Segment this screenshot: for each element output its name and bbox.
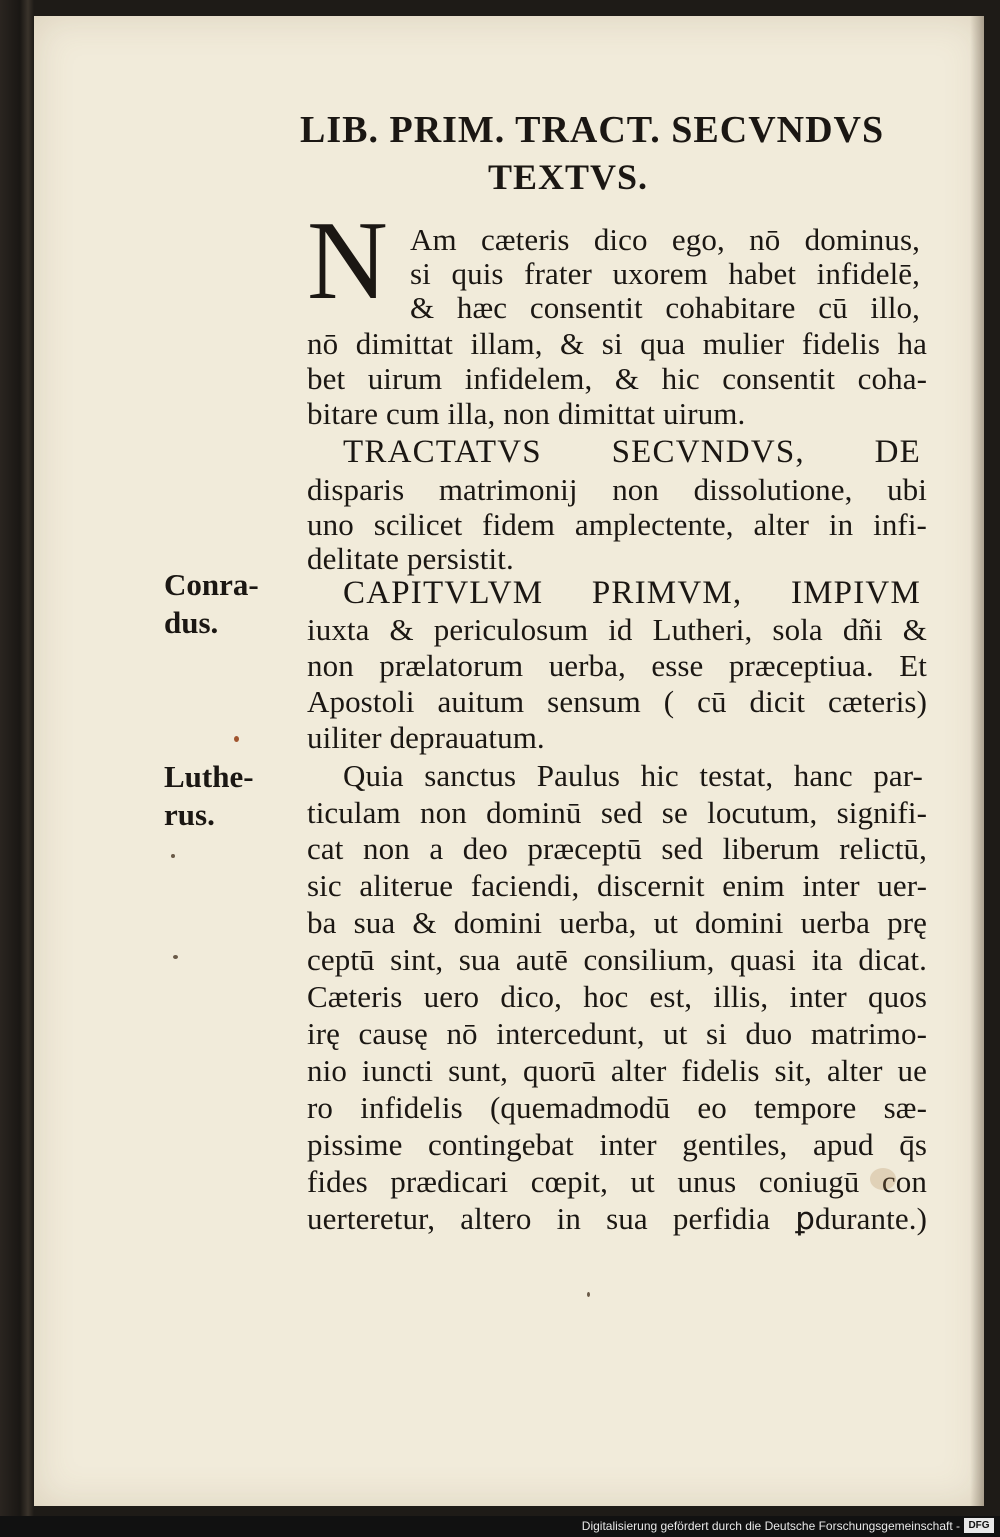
margin-note-lutherus: rus. (164, 797, 215, 832)
body-line: uerteretur, altero in sua perfidia ꝑdurante.) (307, 1201, 927, 1236)
stain (870, 1168, 896, 1190)
textus-line: bitare cum illa, non dimittat uirum. (307, 396, 746, 431)
capitulum-line: uiliter deprauatum. (307, 720, 545, 755)
body-line: irę causę nō intercedunt, ut si duo matrimo- (307, 1016, 927, 1051)
body-line: cat non a deo præceptū sed liberum relictū, (307, 831, 927, 866)
ink-speck (171, 854, 175, 858)
body-line: fides prædicari cœpit, ut unus coniugū con (307, 1164, 927, 1199)
body-line: pissime contingebat inter gentiles, apud q̄s (307, 1127, 927, 1162)
tractatus-heading: TRACTATVS SECVNDVS, DE (343, 434, 921, 470)
footer-credit: Digitalisierung gefördert durch die Deutsche Forschungsgemeinschaft - (581, 1519, 960, 1533)
textus-line: nō dimittat illam, & si qua mulier fidelis ha (307, 326, 927, 361)
body-line: sic aliterue faciendi, discernit enim inter uer- (307, 868, 927, 903)
capitulum-heading: CAPITVLVM PRIMVM, IMPIVM (343, 575, 921, 611)
textus-line: si quis frater uxorem habet infidelē, (410, 256, 920, 291)
drop-initial-letter: N (307, 210, 387, 310)
textus-line: & hæc consentit cohabitare cū illo, (410, 290, 920, 325)
textus-line: Am cæteris dico ego, nō dominus, (410, 222, 920, 257)
running-head: LIB. PRIM. TRACT. SECVNDVS (300, 109, 885, 151)
margin-note-conradus: dus. (164, 605, 219, 640)
dfg-logo: DFG (964, 1518, 994, 1533)
margin-note-lutherus: Luthe- (164, 759, 254, 794)
margin-note-conradus: Conra- (164, 567, 259, 602)
section-title: TEXTVS. (488, 157, 649, 197)
body-line: Cæteris uero dico, hoc est, illis, inter quos (307, 979, 927, 1014)
drop-initial (305, 210, 387, 310)
capitulum-line: non prælatorum uerba, esse præceptiua. Et (307, 648, 927, 683)
tractatus-line: delitate persistit. (307, 541, 514, 576)
ink-speck (234, 736, 239, 742)
body-line: ticulam non dominū sed se locutum, signifi- (307, 795, 927, 830)
body-line: ro infidelis (quemadmodū eo tempore sæ- (307, 1090, 927, 1125)
capitulum-line: iuxta & periculosum id Lutheri, sola dñi & (307, 612, 927, 647)
body-line: ceptū sint, sua autē consilium, quasi ita dicat. (307, 942, 927, 977)
ink-speck (587, 1292, 590, 1297)
capitulum-line: Apostoli auitum sensum ( cū dicit cæteris) (307, 684, 927, 719)
tractatus-line: disparis matrimonij non dissolutione, ubi (307, 472, 927, 507)
ink-speck (173, 955, 178, 959)
body-line: ba sua & domini uerba, ut domini uerba prę (307, 905, 927, 940)
body-line: nio iuncti sunt, quorū alter fidelis sit, alter ue (307, 1053, 927, 1088)
body-line: Quia sanctus Paulus hic testat, hanc par- (343, 758, 923, 793)
tractatus-line: uno scilicet fidem amplectente, alter in infi- (307, 507, 927, 542)
textus-line: bet uirum infidelem, & hic consentit coha- (307, 361, 927, 396)
